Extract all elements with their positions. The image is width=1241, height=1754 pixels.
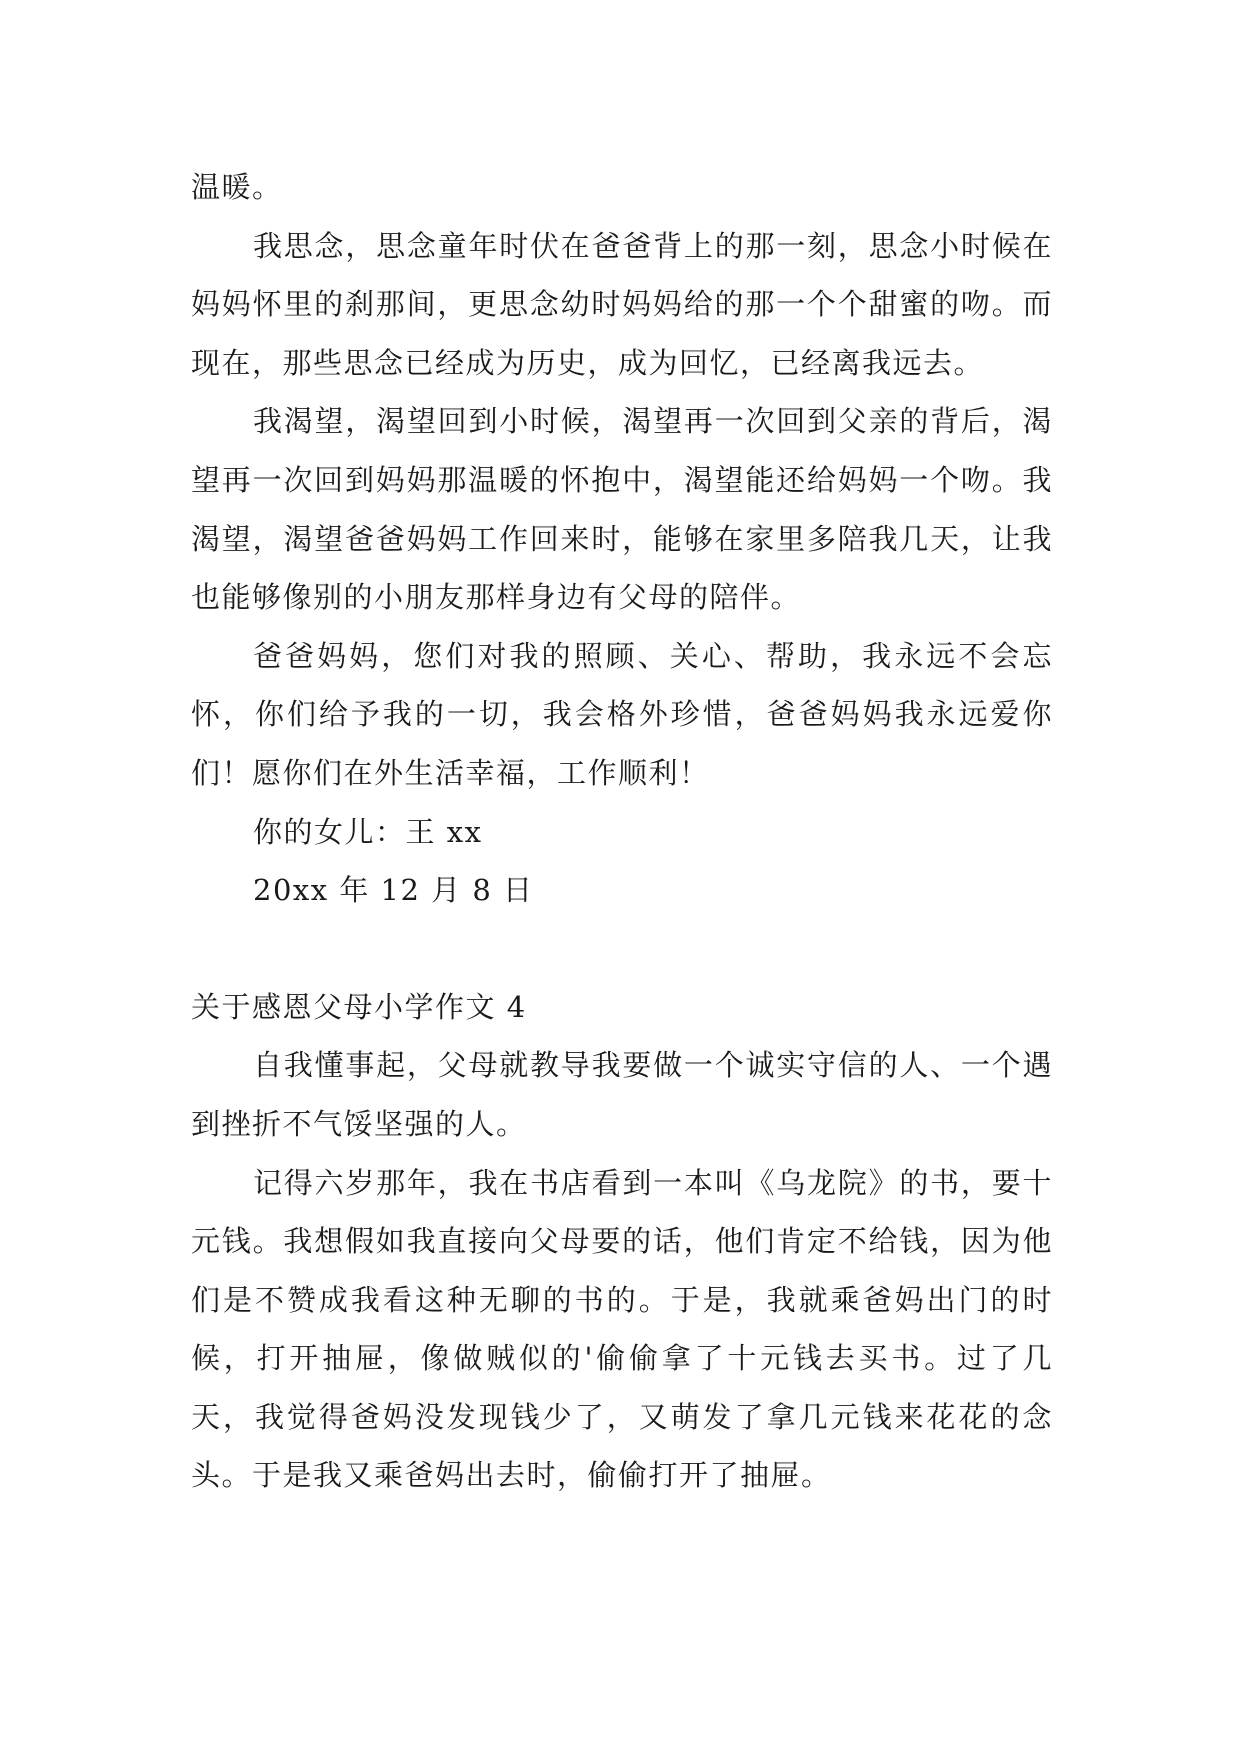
letter-signature: 你的女儿：王 xx	[253, 814, 483, 849]
paragraph-yearning: 我渴望，渴望回到小时候，渴望再一次回到父亲的背后，渴望再一次回到妈妈那温暖的怀抱中，渴望能还给妈妈一个吻。我渴望，渴望爸爸妈妈工作回来时，能够在家里多陪我几天，让我也能够像别的小朋友那样身边有父母的陪伴。	[191, 404, 1053, 615]
paragraph-parents-teaching: 自我懂事起，父母就教导我要做一个诚实守信的人、一个遇到挫折不气馁坚强的人。	[191, 1048, 1053, 1141]
paragraph-six-years-old-story: 记得六岁那年，我在书店看到一本叫《乌龙院》的书，要十元钱。我想假如我直接向父母要的话，他们肯定不给钱，因为他们是不赞成我看这种无聊的书的。于是，我就乘爸妈出门的时候，打开抽屉，像做贼似的'偷偷拿了十元钱去买书。过了几天，我觉得爸妈没发现钱少了，又萌发了拿几元钱来花花的念头。于是我又乘爸妈出去时，偷偷打开了抽屉。	[191, 1165, 1053, 1493]
paragraph-longing-memories: 我思念，思念童年时伏在爸爸背上的那一刻，思念小时候在妈妈怀里的刹那间，更思念幼时妈妈给的那一个个甜蜜的吻。而现在，那些思念已经成为历史，成为回忆，已经离我远去。	[191, 228, 1053, 380]
document-body	[191, 158, 1053, 1505]
section-spacer	[191, 920, 1053, 978]
letter-date: 20xx 年 12 月 8 日	[253, 873, 534, 908]
paragraph-continuation: 温暖。	[191, 170, 283, 204]
section-title: 关于感恩父母小学作文 4	[191, 989, 527, 1024]
paragraph-gratitude: 爸爸妈妈，您们对我的照顾、关心、帮助，我永远不会忘怀，你们给予我的一切，我会格外珍惜，爸爸妈妈我永远爱你们！愿你们在外生活幸福，工作顺利！	[191, 638, 1053, 790]
